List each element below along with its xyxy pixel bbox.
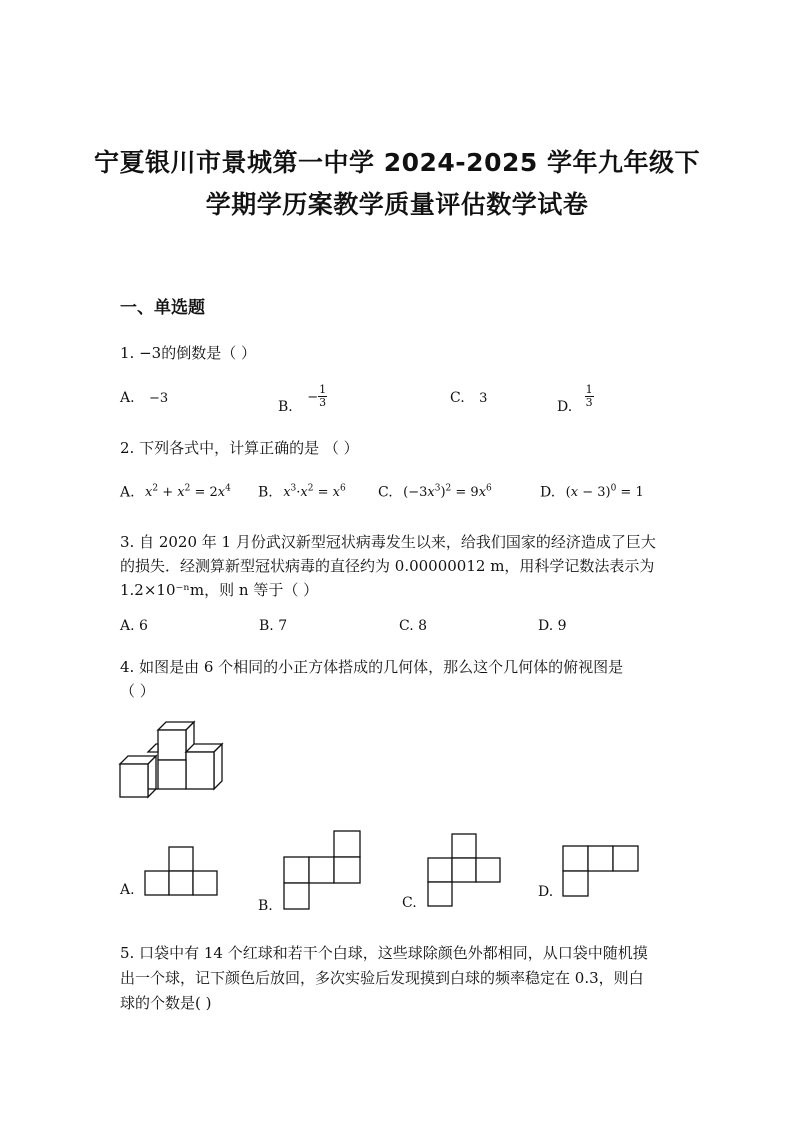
q4-solid-figure <box>118 718 230 800</box>
q4-option-d-figure <box>562 845 640 897</box>
q4-d-label: D. <box>538 884 554 900</box>
q2-a-expression: $x^2 + x^2 = 2x^4$ <box>145 484 231 501</box>
q2-option-c <box>378 484 492 500</box>
q5-line-1: 5. 口袋中有 14 个红球和若干个白球，这些球除颜色外都相同，从口袋中随机摸 <box>120 944 648 962</box>
q1-b-sign: − <box>307 389 319 405</box>
q2-option-b <box>258 484 346 500</box>
q2-b-expression: $x^3\cdot x^2 = x^6$ <box>283 484 346 501</box>
q1-b-fraction <box>318 384 327 409</box>
q1-option-d <box>557 383 594 415</box>
q3-line-1: 3. 自 2020 年 1 月份武汉新型冠状病毒发生以来，给我们国家的经济造成了巨大 <box>120 533 656 551</box>
q1-d-label: D. <box>557 398 573 415</box>
q1-a-value: −3 <box>149 391 169 406</box>
q4-option-a-figure <box>144 846 220 896</box>
q2-b-label: B. <box>258 484 273 501</box>
paper-title-line-1: 宁夏银川市景城第一中学 2024-2025 学年九年级下 <box>94 148 700 177</box>
q1-b-num: 1 <box>319 383 327 396</box>
q4-option-b-figure <box>283 830 363 912</box>
q1-c-label: C. <box>450 390 465 406</box>
q4-b-label: B. <box>258 898 273 914</box>
section-heading: 一、单选题 <box>120 298 205 318</box>
q2-option-d <box>540 484 644 500</box>
q5-line-3: 球的个数是( ) <box>120 994 212 1012</box>
q1-d-den: 3 <box>585 396 593 409</box>
q2-a-label: A. <box>120 484 135 501</box>
q2-d-expression: $(x - 3)^0 = 1$ <box>565 484 644 501</box>
q3-line-2: 的损失．经测算新型冠状病毒的直径约为 0.00000012 m，用科学记数法表示为 <box>120 557 655 575</box>
paper-title-line-2: 学期学历案教学质量评估数学试卷 <box>205 190 589 219</box>
q4-option-c-figure <box>427 833 503 909</box>
q2-d-label: D. <box>540 484 556 501</box>
q4-line-2: （ ） <box>120 682 155 700</box>
q3-line-3: 1.2×10⁻ⁿm，则 n 等于（ ） <box>120 581 319 599</box>
q3-option-d: D. 9 <box>538 618 567 634</box>
q4-a-label: A. <box>120 882 135 898</box>
q1-b-label: B. <box>278 398 293 415</box>
q1-option-b <box>278 383 327 415</box>
q1-option-a <box>120 390 168 406</box>
q2-option-a <box>120 484 231 500</box>
q3-option-c: C. 8 <box>399 618 428 634</box>
q1-b-den: 3 <box>319 396 327 409</box>
q1-a-label: A. <box>120 390 135 406</box>
q1-stem: 1. −3的倒数是（ ） <box>120 344 256 362</box>
q5-line-2: 出一个球，记下颜色后放回，多次实验后发现摸到白球的频率稳定在 0.3，则白 <box>120 969 644 987</box>
q4-line-1: 4. 如图是由 6 个相同的小正方体搭成的几何体，那么这个几何体的俯视图是 <box>120 658 624 676</box>
q2-c-expression: $(-3x^3)^2 = 9x^6$ <box>403 484 492 501</box>
q4-c-label: C. <box>402 895 417 911</box>
q1-option-c <box>450 390 487 406</box>
q2-stem: 2. 下列各式中，计算正确的是 （ ） <box>120 439 359 457</box>
q3-option-b: B. 7 <box>259 618 288 634</box>
q2-c-label: C. <box>378 484 393 501</box>
q1-c-value: 3 <box>479 391 488 406</box>
q3-option-a: A. 6 <box>120 618 148 634</box>
q1-d-num: 1 <box>585 383 593 396</box>
q1-d-fraction <box>585 384 594 409</box>
